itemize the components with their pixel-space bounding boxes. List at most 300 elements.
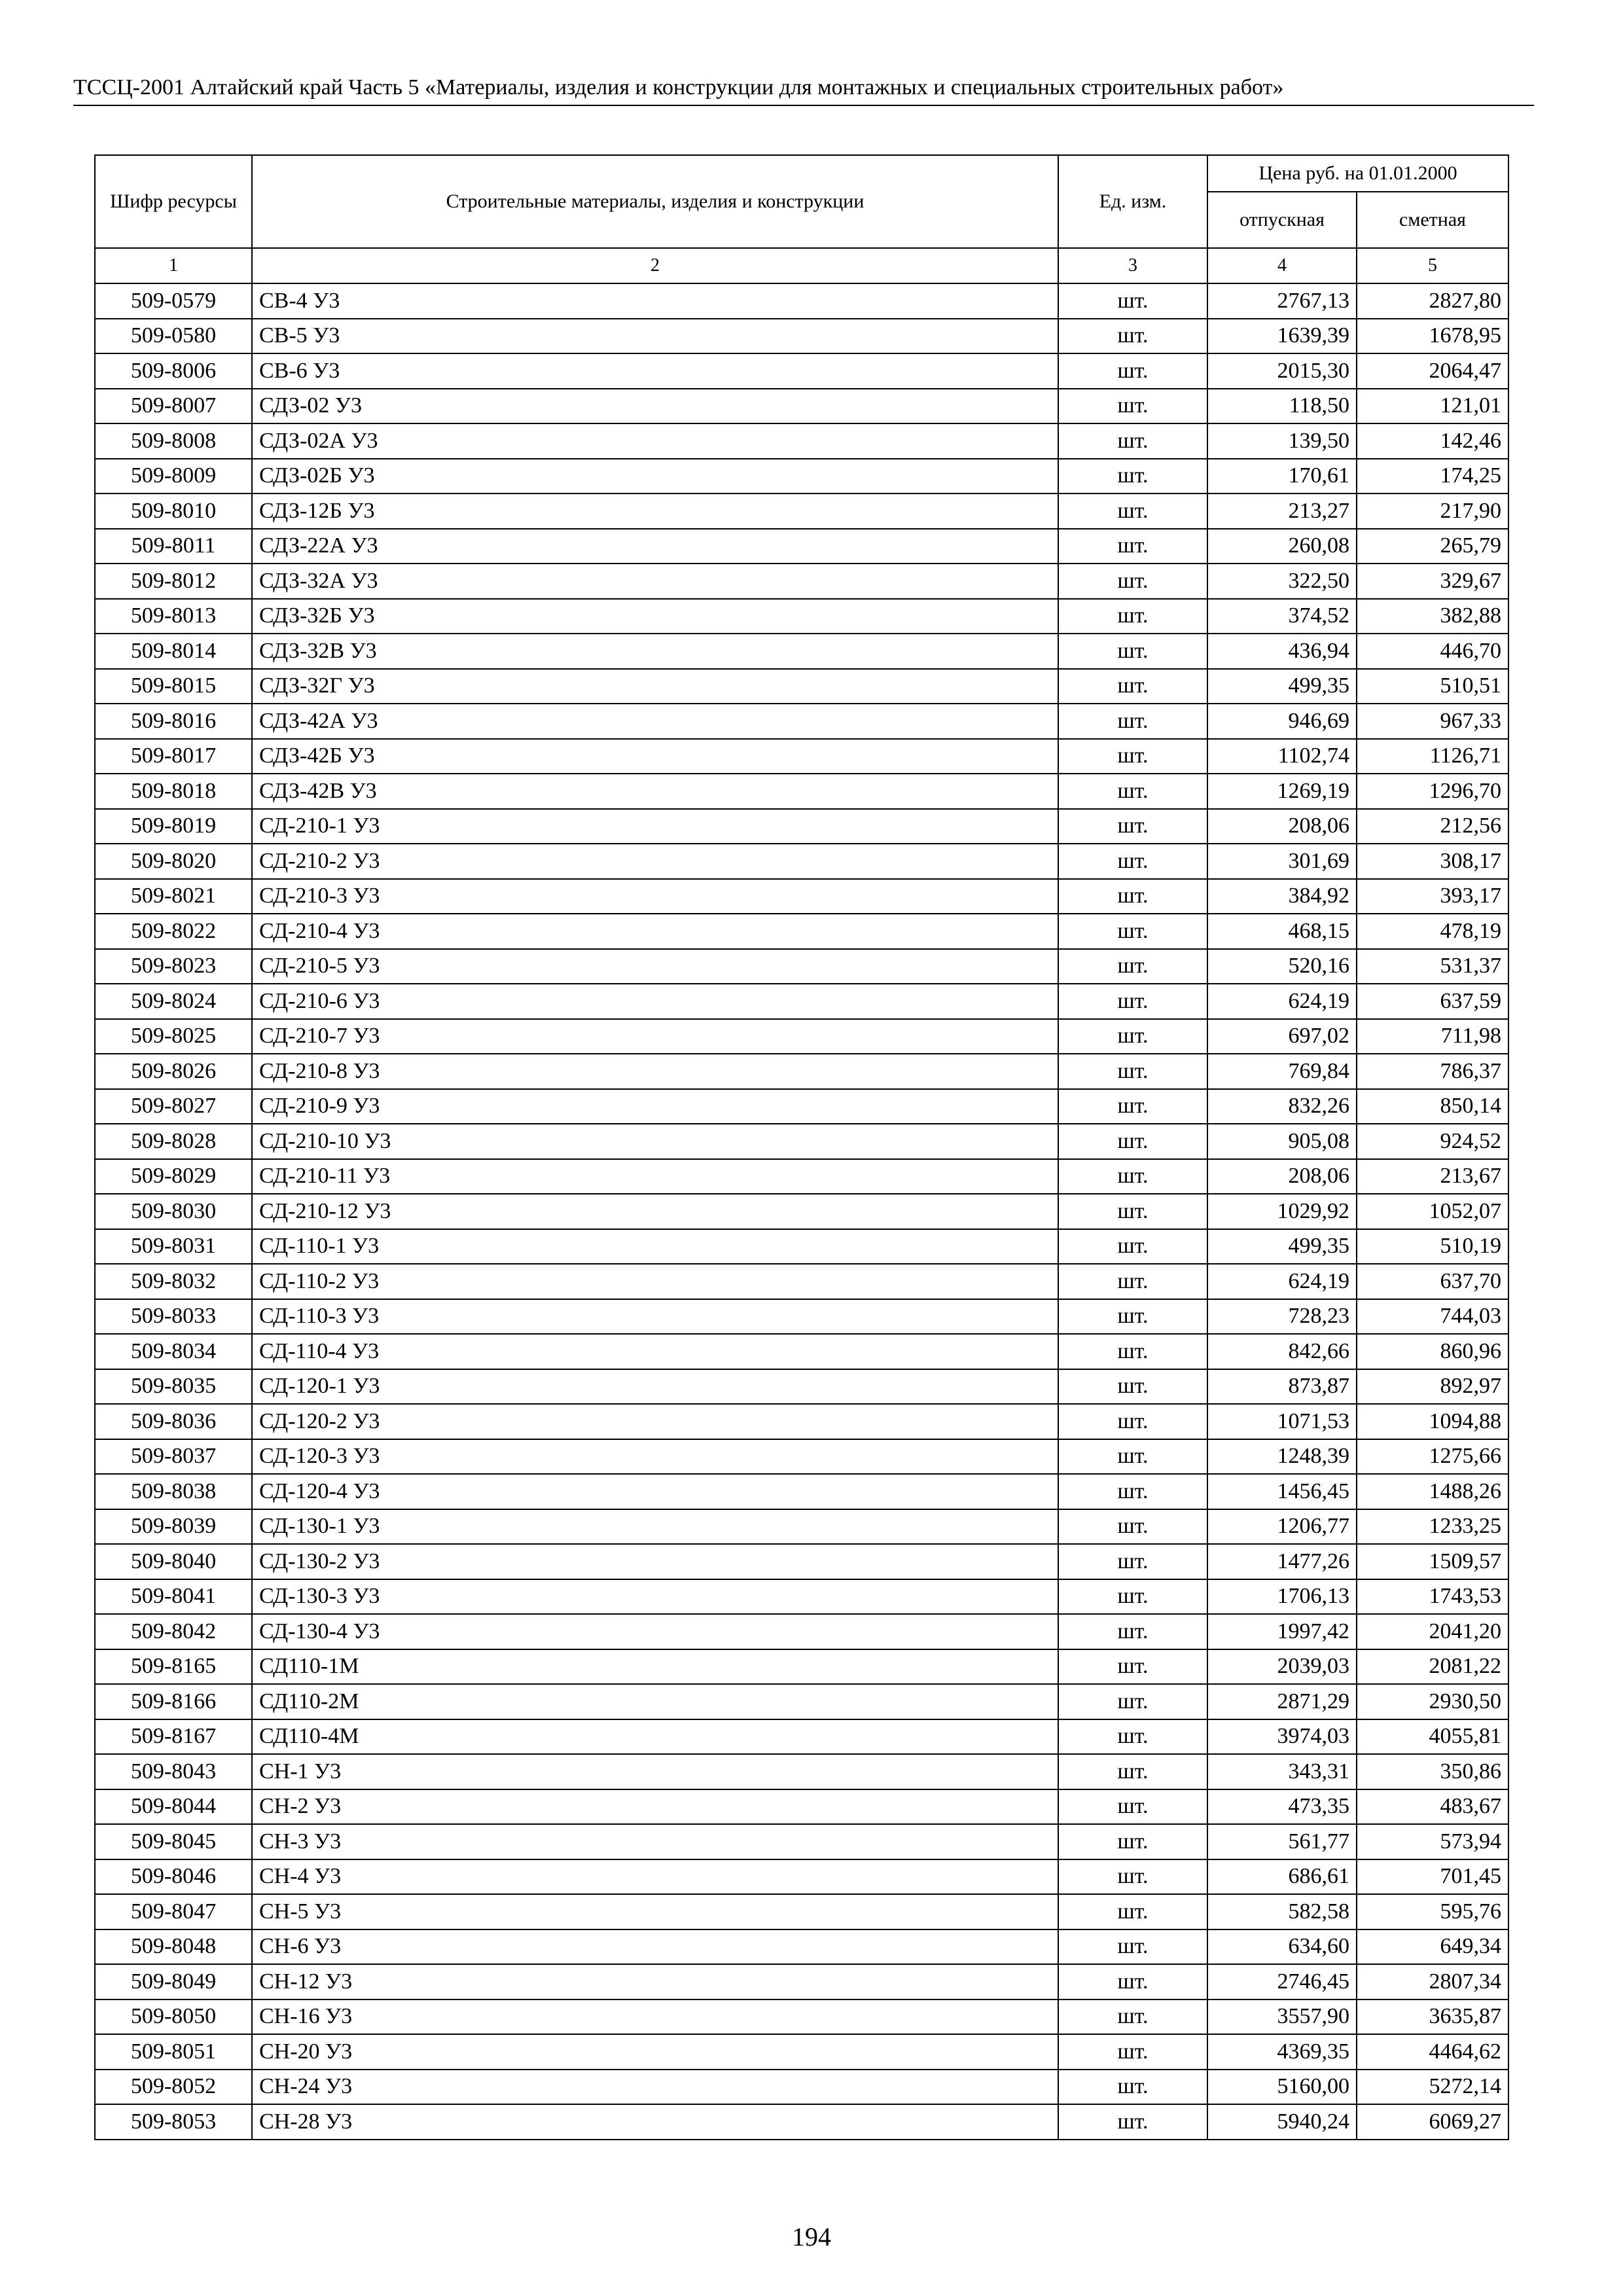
release-price: 1269,19 [1207, 774, 1357, 809]
unit-of-measure: шт. [1058, 1684, 1207, 1719]
material-name: СД110-1М [252, 1649, 1058, 1685]
estimate-price: 1094,88 [1357, 1404, 1508, 1439]
material-name: СН-5 У3 [252, 1894, 1058, 1929]
table-row [95, 809, 1508, 844]
estimate-price: 478,19 [1357, 914, 1508, 949]
table-row [95, 1054, 1508, 1089]
material-name: СД-120-2 У3 [252, 1404, 1058, 1439]
release-price: 1706,13 [1207, 1579, 1357, 1615]
unit-of-measure: шт. [1058, 1474, 1207, 1509]
resource-code: 509-8041 [95, 1579, 252, 1615]
material-name: СД-130-1 У3 [252, 1509, 1058, 1545]
release-price: 624,19 [1207, 1264, 1357, 1299]
release-price: 5160,00 [1207, 2070, 1357, 2105]
table-row [95, 1719, 1508, 1755]
release-price: 582,58 [1207, 1894, 1357, 1929]
unit-of-measure: шт. [1058, 2104, 1207, 2140]
estimate-price: 2064,47 [1357, 353, 1508, 389]
unit-of-measure: шт. [1058, 879, 1207, 914]
resource-code: 509-8030 [95, 1194, 252, 1229]
resource-code: 509-8008 [95, 423, 252, 459]
release-price: 473,35 [1207, 1789, 1357, 1825]
unit-of-measure: шт. [1058, 1439, 1207, 1475]
table-row [95, 493, 1508, 529]
material-name: СД-120-4 У3 [252, 1474, 1058, 1509]
page-header: ТССЦ-2001 Алтайский край Часть 5 «Материалы, изделия и конструкции для монтажных и специальных строительных работ» [73, 73, 1534, 106]
table-row [95, 1299, 1508, 1335]
material-name: СДЗ-42Б У3 [252, 739, 1058, 774]
unit-of-measure: шт. [1058, 1649, 1207, 1685]
table-row [95, 704, 1508, 739]
estimate-price: 967,33 [1357, 704, 1508, 739]
release-price: 624,19 [1207, 984, 1357, 1019]
estimate-price: 121,01 [1357, 389, 1508, 424]
resource-code: 509-8018 [95, 774, 252, 809]
estimate-price: 1233,25 [1357, 1509, 1508, 1545]
release-price: 1102,74 [1207, 739, 1357, 774]
resource-code: 509-8014 [95, 634, 252, 669]
release-price: 1248,39 [1207, 1439, 1357, 1475]
resource-code: 509-8010 [95, 493, 252, 529]
release-price: 260,08 [1207, 529, 1357, 564]
unit-of-measure: шт. [1058, 1229, 1207, 1265]
unit-of-measure: шт. [1058, 389, 1207, 424]
material-name: СДЗ-32А У3 [252, 564, 1058, 599]
resource-code: 509-8006 [95, 353, 252, 389]
resource-code: 509-8024 [95, 984, 252, 1019]
table-row [95, 1929, 1508, 1965]
table-row [95, 459, 1508, 494]
table-row [95, 529, 1508, 564]
resource-code: 509-0579 [95, 283, 252, 319]
release-price: 208,06 [1207, 809, 1357, 844]
material-name: СД-120-3 У3 [252, 1439, 1058, 1475]
release-price: 499,35 [1207, 669, 1357, 704]
material-name: СДЗ-02 У3 [252, 389, 1058, 424]
header-name: Строительные материалы, изделия и конструкции [252, 155, 1058, 248]
resource-code: 509-8029 [95, 1159, 252, 1194]
column-numbers-row [95, 248, 1508, 283]
unit-of-measure: шт. [1058, 1089, 1207, 1124]
material-name: СД-210-4 У3 [252, 914, 1058, 949]
table-row [95, 1439, 1508, 1475]
unit-of-measure: шт. [1058, 1789, 1207, 1825]
table-row [95, 423, 1508, 459]
table-row [95, 283, 1508, 319]
resource-code: 509-8166 [95, 1684, 252, 1719]
release-price: 2015,30 [1207, 353, 1357, 389]
resource-code: 509-8045 [95, 1824, 252, 1859]
table-row [95, 2070, 1508, 2105]
unit-of-measure: шт. [1058, 1754, 1207, 1789]
unit-of-measure: шт. [1058, 704, 1207, 739]
unit-of-measure: шт. [1058, 1124, 1207, 1159]
column-number: 5 [1357, 248, 1508, 283]
resource-code: 509-8049 [95, 1964, 252, 2000]
estimate-price: 2081,22 [1357, 1649, 1508, 1685]
table-row [95, 844, 1508, 879]
estimate-price: 531,37 [1357, 949, 1508, 984]
material-name: СД-130-2 У3 [252, 1544, 1058, 1579]
column-number: 3 [1058, 248, 1207, 283]
material-name: СД-110-1 У3 [252, 1229, 1058, 1265]
release-price: 1477,26 [1207, 1544, 1357, 1579]
table-row [95, 1824, 1508, 1859]
release-price: 2746,45 [1207, 1964, 1357, 2000]
material-name: СД-210-2 У3 [252, 844, 1058, 879]
resource-code: 509-8021 [95, 879, 252, 914]
header-price: Цена руб. на 01.01.2000 [1207, 155, 1508, 192]
unit-of-measure: шт. [1058, 1334, 1207, 1369]
header-code: Шифр ресурсы [95, 155, 252, 248]
estimate-price: 1678,95 [1357, 319, 1508, 354]
resource-code: 509-8031 [95, 1229, 252, 1265]
table-row [95, 1089, 1508, 1124]
unit-of-measure: шт. [1058, 2000, 1207, 2035]
release-price: 1639,39 [1207, 319, 1357, 354]
material-name: СДЗ-42В У3 [252, 774, 1058, 809]
table-row [95, 1474, 1508, 1509]
unit-of-measure: шт. [1058, 599, 1207, 634]
estimate-price: 892,97 [1357, 1369, 1508, 1405]
table-row [95, 1789, 1508, 1825]
material-name: СН-6 У3 [252, 1929, 1058, 1965]
material-name: СД-110-3 У3 [252, 1299, 1058, 1335]
unit-of-measure: шт. [1058, 1264, 1207, 1299]
estimate-price: 786,37 [1357, 1054, 1508, 1089]
material-name: СН-1 У3 [252, 1754, 1058, 1789]
release-price: 1456,45 [1207, 1474, 1357, 1509]
release-price: 697,02 [1207, 1019, 1357, 1054]
resource-code: 509-8034 [95, 1334, 252, 1369]
material-name: СДЗ-22А У3 [252, 529, 1058, 564]
table-row [95, 2000, 1508, 2035]
header-unit: Ед. изм. [1058, 155, 1207, 248]
resource-code: 509-8020 [95, 844, 252, 879]
unit-of-measure: шт. [1058, 529, 1207, 564]
resource-code: 509-8035 [95, 1369, 252, 1405]
resource-code: 509-8007 [95, 389, 252, 424]
unit-of-measure: шт. [1058, 2034, 1207, 2070]
estimate-price: 1126,71 [1357, 739, 1508, 774]
table-row [95, 353, 1508, 389]
table-row [95, 599, 1508, 634]
resource-code: 509-8013 [95, 599, 252, 634]
release-price: 873,87 [1207, 1369, 1357, 1405]
estimate-price: 2827,80 [1357, 283, 1508, 319]
table-row [95, 984, 1508, 1019]
estimate-price: 1488,26 [1357, 1474, 1508, 1509]
resource-code: 509-8023 [95, 949, 252, 984]
estimate-price: 265,79 [1357, 529, 1508, 564]
material-name: СД-210-1 У3 [252, 809, 1058, 844]
table-row [95, 1159, 1508, 1194]
material-name: СН-20 У3 [252, 2034, 1058, 2070]
estimate-price: 213,67 [1357, 1159, 1508, 1194]
material-name: СВ-6 У3 [252, 353, 1058, 389]
unit-of-measure: шт. [1058, 353, 1207, 389]
release-price: 2767,13 [1207, 283, 1357, 319]
estimate-price: 1743,53 [1357, 1579, 1508, 1615]
table-row [95, 1964, 1508, 2000]
table-row [95, 1369, 1508, 1405]
material-name: СД-210-7 У3 [252, 1019, 1058, 1054]
table-row [95, 1509, 1508, 1545]
estimate-price: 744,03 [1357, 1299, 1508, 1335]
estimate-price: 212,56 [1357, 809, 1508, 844]
table-row [95, 1859, 1508, 1895]
release-price: 1997,42 [1207, 1614, 1357, 1649]
unit-of-measure: шт. [1058, 459, 1207, 494]
table-row [95, 1579, 1508, 1615]
release-price: 118,50 [1207, 389, 1357, 424]
estimate-price: 2930,50 [1357, 1684, 1508, 1719]
resource-code: 509-8036 [95, 1404, 252, 1439]
estimate-price: 860,96 [1357, 1334, 1508, 1369]
unit-of-measure: шт. [1058, 844, 1207, 879]
estimate-price: 3635,87 [1357, 2000, 1508, 2035]
material-name: СД-130-3 У3 [252, 1579, 1058, 1615]
resource-code: 509-8167 [95, 1719, 252, 1755]
unit-of-measure: шт. [1058, 283, 1207, 319]
release-price: 170,61 [1207, 459, 1357, 494]
material-name: СВ-5 У3 [252, 319, 1058, 354]
unit-of-measure: шт. [1058, 739, 1207, 774]
unit-of-measure: шт. [1058, 1614, 1207, 1649]
table-row [95, 1684, 1508, 1719]
unit-of-measure: шт. [1058, 1859, 1207, 1895]
unit-of-measure: шт. [1058, 1929, 1207, 1965]
table-row [95, 564, 1508, 599]
unit-of-measure: шт. [1058, 774, 1207, 809]
unit-of-measure: шт. [1058, 493, 1207, 529]
release-price: 769,84 [1207, 1054, 1357, 1089]
release-price: 139,50 [1207, 423, 1357, 459]
table-row [95, 949, 1508, 984]
estimate-price: 595,76 [1357, 1894, 1508, 1929]
release-price: 520,16 [1207, 949, 1357, 984]
unit-of-measure: шт. [1058, 1824, 1207, 1859]
resource-code: 509-8052 [95, 2070, 252, 2105]
unit-of-measure: шт. [1058, 1019, 1207, 1054]
estimate-price: 510,51 [1357, 669, 1508, 704]
material-name: СД-210-11 У3 [252, 1159, 1058, 1194]
table-row [95, 2104, 1508, 2140]
unit-of-measure: шт. [1058, 669, 1207, 704]
resource-code: 509-8044 [95, 1789, 252, 1825]
resource-code: 509-8033 [95, 1299, 252, 1335]
estimate-price: 1296,70 [1357, 774, 1508, 809]
release-price: 5940,24 [1207, 2104, 1357, 2140]
material-name: СД-210-12 У3 [252, 1194, 1058, 1229]
resource-code: 509-8027 [95, 1089, 252, 1124]
estimate-price: 2041,20 [1357, 1614, 1508, 1649]
material-name: СН-28 У3 [252, 2104, 1058, 2140]
unit-of-measure: шт. [1058, 1719, 1207, 1755]
column-number: 1 [95, 248, 252, 283]
estimate-price: 510,19 [1357, 1229, 1508, 1265]
unit-of-measure: шт. [1058, 949, 1207, 984]
material-name: СДЗ-32В У3 [252, 634, 1058, 669]
estimate-price: 637,70 [1357, 1264, 1508, 1299]
unit-of-measure: шт. [1058, 984, 1207, 1019]
unit-of-measure: шт. [1058, 1964, 1207, 2000]
table-row [95, 1194, 1508, 1229]
material-name: СД-210-5 У3 [252, 949, 1058, 984]
table-row [95, 1334, 1508, 1369]
resource-code: 509-8050 [95, 2000, 252, 2035]
resource-code: 509-8048 [95, 1929, 252, 1965]
material-name: СД-210-3 У3 [252, 879, 1058, 914]
material-name: СД-110-2 У3 [252, 1264, 1058, 1299]
release-price: 634,60 [1207, 1929, 1357, 1965]
unit-of-measure: шт. [1058, 634, 1207, 669]
unit-of-measure: шт. [1058, 1159, 1207, 1194]
resource-code: 509-8026 [95, 1054, 252, 1089]
table-row [95, 389, 1508, 424]
table-row [95, 739, 1508, 774]
estimate-price: 573,94 [1357, 1824, 1508, 1859]
material-name: СД-210-10 У3 [252, 1124, 1058, 1159]
table-row [95, 879, 1508, 914]
page-number: 194 [792, 2222, 831, 2251]
table-row [95, 1614, 1508, 1649]
release-price: 436,94 [1207, 634, 1357, 669]
estimate-price: 174,25 [1357, 459, 1508, 494]
release-price: 842,66 [1207, 1334, 1357, 1369]
resource-code: 509-0580 [95, 319, 252, 354]
resource-code: 509-8009 [95, 459, 252, 494]
unit-of-measure: шт. [1058, 1579, 1207, 1615]
table-row [95, 1264, 1508, 1299]
estimate-price: 649,34 [1357, 1929, 1508, 1965]
estimate-price: 142,46 [1357, 423, 1508, 459]
table-row [95, 319, 1508, 354]
table-row [95, 914, 1508, 949]
release-price: 1029,92 [1207, 1194, 1357, 1229]
unit-of-measure: шт. [1058, 319, 1207, 354]
estimate-price: 6069,27 [1357, 2104, 1508, 2140]
estimate-price: 637,59 [1357, 984, 1508, 1019]
resource-code: 509-8039 [95, 1509, 252, 1545]
release-price: 343,31 [1207, 1754, 1357, 1789]
estimate-price: 217,90 [1357, 493, 1508, 529]
release-price: 3974,03 [1207, 1719, 1357, 1755]
material-name: СД110-2М [252, 1684, 1058, 1719]
material-name: СН-4 У3 [252, 1859, 1058, 1895]
material-name: СН-3 У3 [252, 1824, 1058, 1859]
release-price: 374,52 [1207, 599, 1357, 634]
unit-of-measure: шт. [1058, 1894, 1207, 1929]
estimate-price: 5272,14 [1357, 2070, 1508, 2105]
material-name: СД-210-9 У3 [252, 1089, 1058, 1124]
resource-code: 509-8051 [95, 2034, 252, 2070]
estimate-price: 329,67 [1357, 564, 1508, 599]
release-price: 728,23 [1207, 1299, 1357, 1335]
resource-code: 509-8047 [95, 1894, 252, 1929]
release-price: 2871,29 [1207, 1684, 1357, 1719]
estimate-price: 308,17 [1357, 844, 1508, 879]
material-name: СД-210-8 У3 [252, 1054, 1058, 1089]
material-name: СД-110-4 У3 [252, 1334, 1058, 1369]
price-table [94, 154, 1509, 2140]
unit-of-measure: шт. [1058, 809, 1207, 844]
resource-code: 509-8017 [95, 739, 252, 774]
estimate-price: 446,70 [1357, 634, 1508, 669]
resource-code: 509-8012 [95, 564, 252, 599]
release-price: 4369,35 [1207, 2034, 1357, 2070]
estimate-price: 924,52 [1357, 1124, 1508, 1159]
material-name: СДЗ-32Г У3 [252, 669, 1058, 704]
estimate-price: 850,14 [1357, 1089, 1508, 1124]
table-row [95, 1754, 1508, 1789]
unit-of-measure: шт. [1058, 1054, 1207, 1089]
release-price: 946,69 [1207, 704, 1357, 739]
resource-code: 509-8015 [95, 669, 252, 704]
resource-code: 509-8032 [95, 1264, 252, 1299]
resource-code: 509-8022 [95, 914, 252, 949]
resource-code: 509-8025 [95, 1019, 252, 1054]
estimate-price: 382,88 [1357, 599, 1508, 634]
table-row [95, 634, 1508, 669]
release-price: 322,50 [1207, 564, 1357, 599]
release-price: 3557,90 [1207, 2000, 1357, 2035]
table-row [95, 1649, 1508, 1685]
unit-of-measure: шт. [1058, 1509, 1207, 1545]
estimate-price: 701,45 [1357, 1859, 1508, 1895]
material-name: СН-12 У3 [252, 1964, 1058, 2000]
release-price: 384,92 [1207, 879, 1357, 914]
material-name: СДЗ-02А У3 [252, 423, 1058, 459]
estimate-price: 2807,34 [1357, 1964, 1508, 2000]
release-price: 213,27 [1207, 493, 1357, 529]
resource-code: 509-8040 [95, 1544, 252, 1579]
estimate-price: 4464,62 [1357, 2034, 1508, 2070]
material-name: СД-130-4 У3 [252, 1614, 1058, 1649]
unit-of-measure: шт. [1058, 914, 1207, 949]
release-price: 2039,03 [1207, 1649, 1357, 1685]
release-price: 468,15 [1207, 914, 1357, 949]
material-name: СД110-4М [252, 1719, 1058, 1755]
release-price: 1206,77 [1207, 1509, 1357, 1545]
release-price: 208,06 [1207, 1159, 1357, 1194]
resource-code: 509-8046 [95, 1859, 252, 1895]
estimate-price: 1509,57 [1357, 1544, 1508, 1579]
release-price: 832,26 [1207, 1089, 1357, 1124]
release-price: 499,35 [1207, 1229, 1357, 1265]
unit-of-measure: шт. [1058, 2070, 1207, 2105]
estimate-price: 711,98 [1357, 1019, 1508, 1054]
material-name: СД-120-1 У3 [252, 1369, 1058, 1405]
estimate-price: 483,67 [1357, 1789, 1508, 1825]
unit-of-measure: шт. [1058, 564, 1207, 599]
resource-code: 509-8053 [95, 2104, 252, 2140]
resource-code: 509-8165 [95, 1649, 252, 1685]
unit-of-measure: шт. [1058, 1404, 1207, 1439]
table-row [95, 1894, 1508, 1929]
estimate-price: 4055,81 [1357, 1719, 1508, 1755]
column-number: 2 [252, 248, 1058, 283]
resource-code: 509-8042 [95, 1614, 252, 1649]
estimate-price: 1052,07 [1357, 1194, 1508, 1229]
resource-code: 509-8028 [95, 1124, 252, 1159]
material-name: СН-2 У3 [252, 1789, 1058, 1825]
column-number: 4 [1207, 248, 1357, 283]
table-row [95, 1229, 1508, 1265]
table-row [95, 669, 1508, 704]
resource-code: 509-8016 [95, 704, 252, 739]
table-body [95, 283, 1508, 2140]
